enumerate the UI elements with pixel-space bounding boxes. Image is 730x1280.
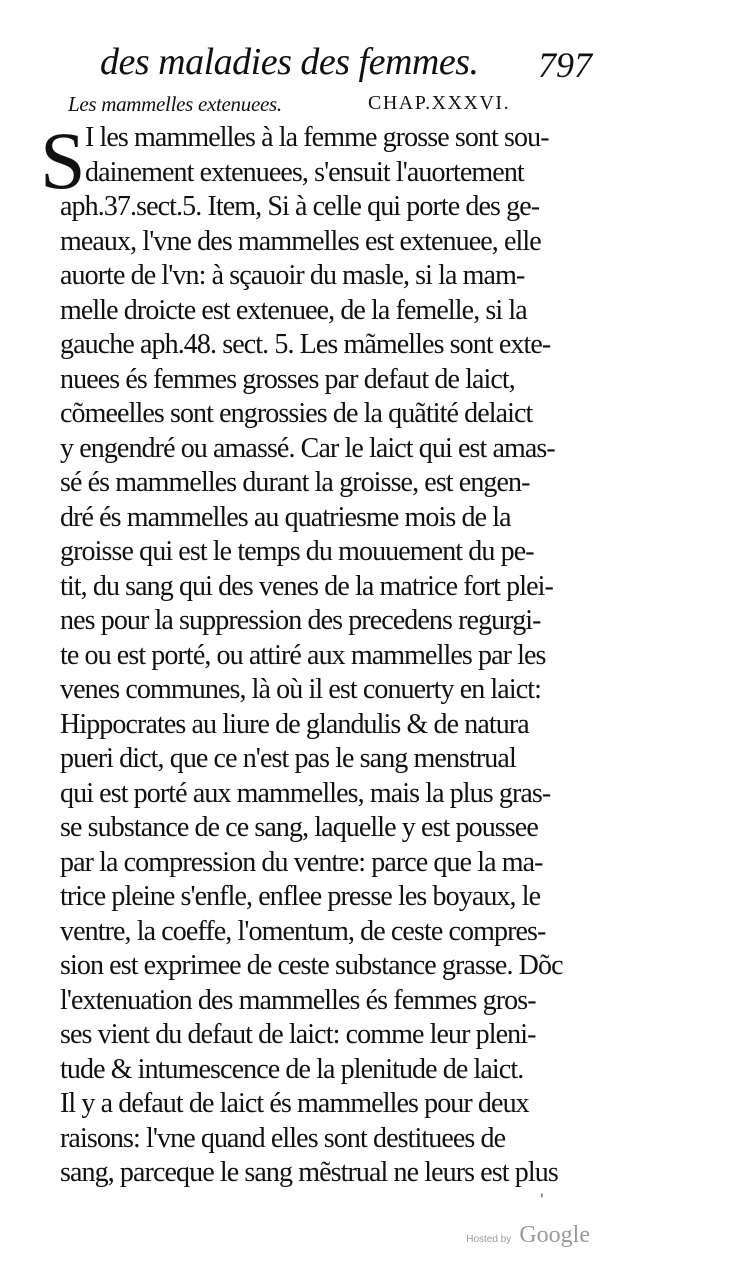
text-line: y engendré ou amassé. Car le laict qui est amas- <box>60 432 555 464</box>
running-title: des maladies des femmes. <box>100 41 479 83</box>
text-line: ventre, la coeffe, l'omentum, de ceste compres- <box>60 915 546 947</box>
text-line: sé és mammelles durant la groisse, est engen- <box>60 467 530 498</box>
text-line: ses vient du defaut de laict: comme leur pleni- <box>60 1019 536 1050</box>
text-line: trice pleine s'enfle, enflee presse les boyaux, le <box>60 881 541 912</box>
watermark-prefix: Hosted by <box>466 1234 512 1245</box>
text-line: I les mammelles à la femme grosse sont sou- <box>85 122 549 153</box>
text-line: aph.37.sect.5. Item, Si à celle qui porte des ge- <box>60 191 540 222</box>
text-line: sion est exprimee de ceste substance grasse. Dõc <box>60 950 563 981</box>
text-line: Il y a defaut de laict és mammelles pour deux <box>60 1088 529 1119</box>
text-line: dainement extenuees, s'ensuit l'auortement <box>85 156 524 188</box>
text-line: sang, parceque le sang mẽstrual ne leurs est plus <box>60 1157 558 1188</box>
text-line: cõmeelles sont engrossies de la quãtité delaict <box>60 398 533 429</box>
text-line: pueri dict, que ce n'est pas le sang menstrual <box>60 743 516 774</box>
text-line: raisons: l'vne quand elles sont destituees de <box>60 1122 506 1154</box>
chapter-number: CHAP.XXXVI. <box>368 92 511 114</box>
text-line: te ou est porté, ou attiré aux mammelles par les <box>60 639 546 671</box>
text-line: nuees és femmes grosses par defaut de laict, <box>60 363 515 395</box>
text-line: groisse qui est le temps du mouuement du pe- <box>60 536 534 567</box>
text-line: auorte de l'vn: à sçauoir du masle, si la mam- <box>60 260 525 291</box>
text-line: tit, du sang qui des venes de la matrice fort plei- <box>60 570 553 602</box>
text-line: venes communes, là où il est conuerty en laict: <box>60 674 541 705</box>
page-number: 797 <box>538 45 592 85</box>
text-line: nes pour la suppression des precedens regurgi- <box>60 605 541 636</box>
drop-cap: S <box>40 115 86 206</box>
text-line: meaux, l'vne des mammelles est extenuee, elle <box>60 225 541 257</box>
text-line: gauche aph.48. sect. 5. Les mãmelles sont exte- <box>60 329 551 360</box>
chapter-subject: Les mammelles extenuees. <box>68 92 282 116</box>
running-head <box>100 36 600 86</box>
body-text <box>60 121 600 1191</box>
text-line: melle droicte est extenuee, de la femelle, si la <box>60 294 527 326</box>
text-line: qui est porté aux mammelles, mais la plus gras- <box>60 777 551 809</box>
text-line: Hippocrates au liure de glandulis & de natura <box>60 708 529 740</box>
chapter-heading <box>68 92 588 122</box>
text-line: tude & intumescence de la plenitude de laict. <box>60 1053 524 1085</box>
hosted-by-watermark <box>466 1222 590 1249</box>
text-line: par la compression du ventre: parce que la ma- <box>60 846 543 878</box>
text-line: l'extenuation des mammelles és femmes gros- <box>60 984 536 1016</box>
text-line: se substance de ce sang, laquelle y est poussee <box>60 812 538 843</box>
text-line: dré és mammelles au quatriesme mois de la <box>60 501 511 533</box>
margin-mark: ' <box>540 1192 544 1208</box>
google-logo: Google <box>519 1222 590 1248</box>
